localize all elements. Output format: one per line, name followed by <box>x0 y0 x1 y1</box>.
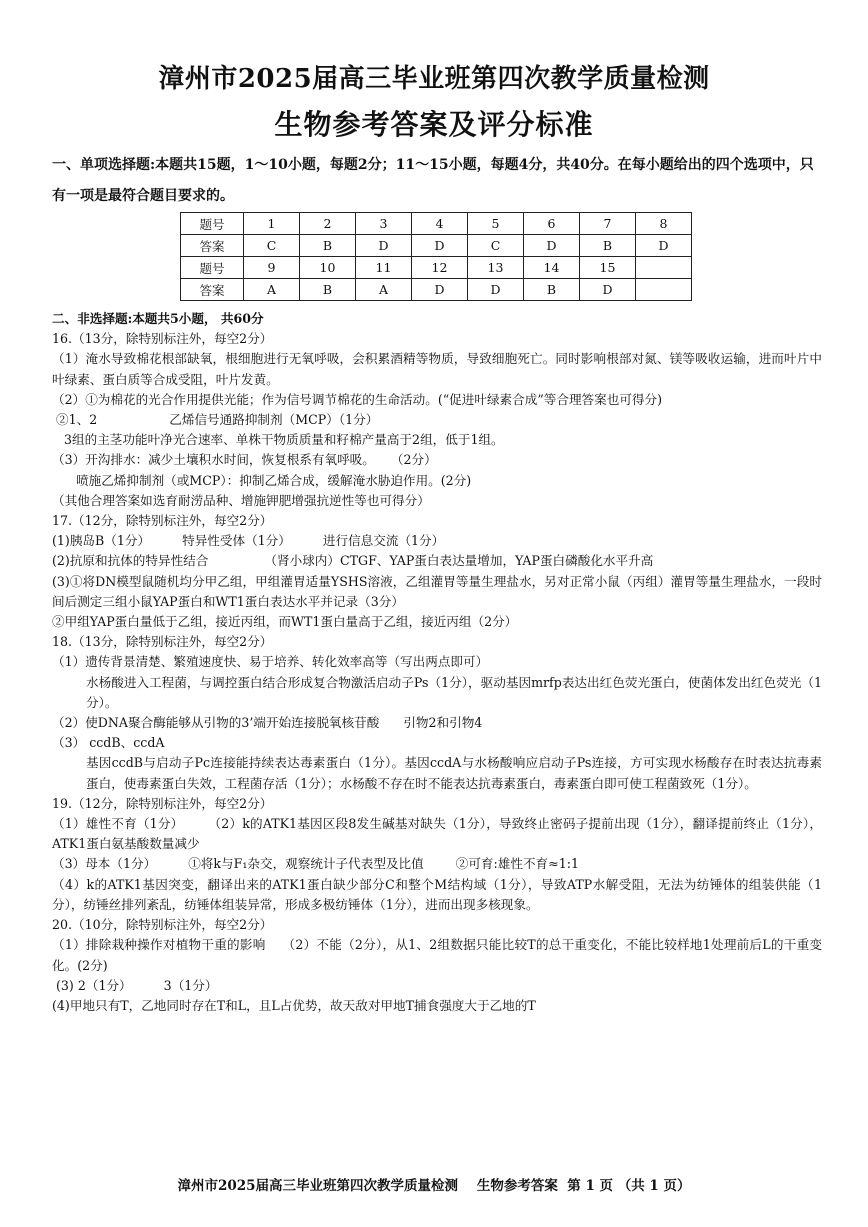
q16-answer-2a: （2）①为棉花的光合作用提供光能；作为信号调节棉花的生命活动。(“促进叶绿素合成”等合理答案也可得分) <box>52 391 663 407</box>
q17-answer-1: (1)胰岛B（1分） 特异性受体（1分） 进行信息交流（1分） <box>52 533 445 549</box>
table-cell: B <box>580 235 636 257</box>
table-cell <box>636 279 692 301</box>
q17-header: 17.（12分，除特别标注外，每空2分） <box>52 513 273 529</box>
table-cell: 1 <box>244 213 300 235</box>
table-cell: D <box>580 279 636 301</box>
q18-answer-3b: 基因ccdB与启动子Pc连接能持续表达毒素蛋白（1分）。基因ccdA与水杨酸响应启动子Ps连接，方可实现水杨酸存在时表达抗毒素蛋白，使毒素蛋白失效，工程菌存活（1分）；水杨酸不存在时不能表达抗毒素蛋白，毒素蛋白即可使工程菌致死（1分）。 <box>86 755 822 791</box>
q17-answer-3a: (3)①将DN模型鼠随机均分甲乙组，甲组灌胃适量YSHS溶液，乙组灌胃等量生理盐水，另对正常小鼠（丙组）灌胃等量生理盐水，一段时间后测定三组小鼠YAP蛋白和WT1蛋白表达水平并记录（3分） <box>52 573 822 609</box>
table-cell: C <box>468 235 524 257</box>
table-cell: 15 <box>580 257 636 279</box>
table-cell: A <box>356 279 412 301</box>
table-cell: D <box>468 279 524 301</box>
table-cell <box>636 257 692 279</box>
table-cell: B <box>300 279 356 301</box>
table-cell: 14 <box>524 257 580 279</box>
answers-body <box>52 309 822 1016</box>
table-cell: 9 <box>244 257 300 279</box>
table-cell: 11 <box>356 257 412 279</box>
q16-answer-2c: 3组的主茎功能叶净光合速率、单株干物质质量和籽棉产量高于2组，低于1组。 <box>52 432 504 448</box>
answer-table <box>180 212 692 301</box>
q16-answer-3b: 喷施乙烯抑制剂（或MCP）：抑制乙烯合成，缓解淹水胁迫作用。(2分) <box>52 472 472 488</box>
table-cell: D <box>636 235 692 257</box>
q20-answer-4: (4)甲地只有T，乙地同时存在T和L，且L占优势，故天敌对甲地T捕食强度大于乙地的T <box>52 997 536 1013</box>
table-cell: 3 <box>356 213 412 235</box>
table-row <box>181 235 692 257</box>
q20-header: 20.（10分，除特别标注外，每空2分） <box>52 917 273 933</box>
q18-header: 18.（13分，除特别标注外，每空2分） <box>52 634 273 650</box>
table-cell: 12 <box>412 257 468 279</box>
table-cell: 答案 <box>181 235 244 257</box>
table-row <box>181 257 692 279</box>
table-cell: D <box>356 235 412 257</box>
q20-answer-1-2: （1）排除栽种操作对植物干重的影响 （2）不能（2分），从1、2组数据只能比较T的总干重变化，不能比较样地1处理前后L的干重变化。(2分) <box>52 937 822 973</box>
table-cell: 题号 <box>181 213 244 235</box>
table-cell: 2 <box>300 213 356 235</box>
q18-answer-1b: 水杨酸进入工程菌，与调控蛋白结合形成复合物激活启动子Ps（1分），驱动基因mrfp表达出红色荧光蛋白，使菌体发出红色荧光（1分）。 <box>86 674 822 710</box>
table-cell: 6 <box>524 213 580 235</box>
section1-heading: 一、单项选择题:本题共15题，1～10小题，每题2分；11～15小题，每题4分，共40分。在每小题给出的四个选项中，只有一项是最符合题目要求的。 <box>52 157 814 204</box>
q16-answer-2b: ②1、2 乙烯信号通路抑制剂（MCP）（1分） <box>52 412 379 428</box>
q19-answer-3: （3）母本（1分） ①将k与F₁杂交，观察统计子代表型及比值 ②可育:雄性不育≈1:1 <box>52 856 579 872</box>
q16-answer-3a: （3）开沟排水：减少土壤积水时间，恢复根系有氧呼吸。 （2分） <box>52 452 437 468</box>
table-cell: 7 <box>580 213 636 235</box>
q19-answer-1-2: （1）雄性不育（1分） （2）k的ATK1基因区段8发生碱基对缺失（1分），导致终止密码子提前出现（1分），翻译提前终止（1分），ATK1蛋白氨基酸数量减少 <box>52 816 822 852</box>
q19-header: 19.（12分，除特别标注外，每空2分） <box>52 795 273 811</box>
table-cell: 答案 <box>181 279 244 301</box>
q20-answer-3: (3) 2（1分） 3（1分） <box>52 977 218 993</box>
q16-header: 16.（13分，除特别标注外，每空2分） <box>52 331 273 347</box>
table-cell: 8 <box>636 213 692 235</box>
table-row <box>181 213 692 235</box>
q16-answer-1: （1）淹水导致棉花根部缺氧，根细胞进行无氧呼吸，会积累酒精等物质，导致细胞死亡。同时影响根部对氮、镁等吸收运输，进而叶片中叶绿素、蛋白质等合成受阻，叶片发黄。 <box>52 351 822 387</box>
q19-answer-4: （4）k的ATK1基因突变，翻译出来的ATK1蛋白缺少部分C和整个M结构域（1分），导致ATP水解受阻，无法为纺锤体的组装供能（1分），纺锤丝排列紊乱，纺锤体组装异常，形成多极纺锤体（1分），进而出现多核现象。 <box>52 876 822 912</box>
table-cell: 13 <box>468 257 524 279</box>
q17-answer-2: (2)抗原和抗体的特异性结合 （肾小球内）CTGF、YAP蛋白表达量增加，YAP蛋白磷酸化水平升高 <box>52 553 654 569</box>
table-cell: A <box>244 279 300 301</box>
q16-answer-3c: （其他合理答案如选育耐涝品种、增施钾肥增强抗逆性等也可得分） <box>52 492 430 508</box>
table-cell: B <box>524 279 580 301</box>
exam-title: 漳州市2025届高三毕业班第四次教学质量检测 <box>158 64 710 94</box>
table-cell: B <box>300 235 356 257</box>
table-row <box>181 279 692 301</box>
table-cell: D <box>412 235 468 257</box>
table-cell: 5 <box>468 213 524 235</box>
answer-key-title: 生物参考答案及评分标准 <box>274 108 594 141</box>
q18-answer-2: （2）使DNA聚合酶能够从引物的3’端开始连接脱氧核苷酸 引物2和引物4 <box>52 715 483 731</box>
table-cell: 题号 <box>181 257 244 279</box>
table-cell: 10 <box>300 257 356 279</box>
q17-answer-3b: ②甲组YAP蛋白量低于乙组，接近丙组，而WT1蛋白量高于乙组，接近丙组（2分） <box>52 614 518 630</box>
table-cell: D <box>412 279 468 301</box>
section2-heading: 二、非选择题:本题共5小题， 共60分 <box>52 311 264 326</box>
page-footer: 漳州市2025届高三毕业班第四次教学质量检测 生物参考答案 第 1 页 （共 1 页） <box>177 1178 691 1194</box>
table-cell: D <box>524 235 580 257</box>
table-cell: C <box>244 235 300 257</box>
table-cell: 4 <box>412 213 468 235</box>
q18-answer-1a: （1）遗传背景清楚、繁殖速度快、易于培养、转化效率高等（写出两点即可） <box>52 654 489 670</box>
q18-answer-3a: （3） ccdB、ccdA <box>52 735 165 751</box>
